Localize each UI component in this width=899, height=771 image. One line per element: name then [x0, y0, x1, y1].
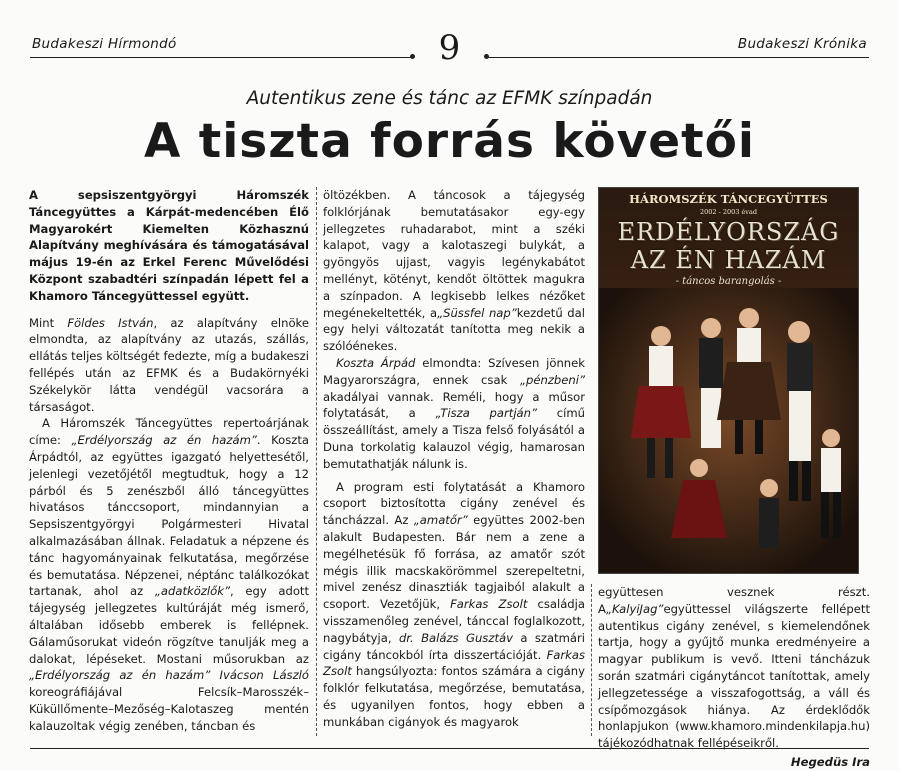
paragraph-4: A program esti folytatását a Khamoro csoport biztosította cigány zenével és táncházzal. Az „amatőr” együttes 2002-ben alakult Budapesten. Bár nem a zene a megélhetésük fő forrása, az amatőr szót mégis illik macskakörömmel szerepeltetni, mivel zenész dinasztiák tagjaiból alakult a csoport. Vezetőjük, Farkas Zsolt családja visszamenőleg zenével, tánccal foglalkozott, nagybátyja, dr. Balázs Gusztáv a szatmári cigány táncokból írta disszertációját. Farkas Zsolt hangsúlyozta: fontos számára a cigány folklór felkutatása, megőrzése, bemutatása, és ugyanilyen fontos, hogy ebben a munkában cigányok és magyarok: [323, 479, 585, 729]
column-3: [598, 584, 870, 771]
article-lead: A sepsiszentgyörgyi Háromszék Táncegyüttes a Kárpát-medencében Élő Magyarokért Kiemelten Közhasznú Alapítvány meghívására és támogatásával május 19-én az Erkel Ferenc Művelődési Központ szabadtéri színpadán lépett fel a Khamoro Táncegyüttessel együtt.: [29, 188, 309, 303]
poster-title-line2: AZ ÉN HAZÁM: [630, 246, 827, 274]
column-divider: [591, 584, 592, 736]
poster-ensemble: HÁROMSZÉK TÁNCEGYÜTTES: [629, 192, 828, 206]
page-header: [30, 30, 869, 70]
author-signature: Hegedüs Ira: [790, 754, 870, 769]
paragraph-2: A Háromszék Táncegyüttes repertoárjának címe: „Erdélyország az én hazám”. Koszta Árpádtól, az együttes igazgató helyettesétől, jelenlegi vezetőjétől megtudtuk, hogy a 12 párból és 5 zenészből álló táncegyüttes hivatásos tánccsoport, mindannyian a Sepsiszentgyörgyi Polgármesteri Hivatal alkalmazásában állnak. Feladatuk a népzene és tánc hagyományainak felkutatása, megőrzése és bemutatása. Népzenei, néptánc találkozókat tartanak, ahol az „adatközlők”, egy adott tájegység jellegzetes kultúráját még ismerő, általában idősebb emberek is fellépnek. Gálaműsorukat videón rögzítve tanulják meg a dalokat, lépéseket. Mostani műsorukban az „Erdélyország az én hazám” Ivácson László koreográfiájával Felcsík–Marosszék–Küküllőmente–Mezőség–Kalotaszeg mentén kalauzoltak végig zenében, táncban és: [29, 416, 310, 733]
footer-rule: [30, 748, 869, 749]
poster-image: [598, 187, 859, 574]
dancers-illustration: [599, 288, 858, 573]
poster-title-line1: ERDÉLYORSZÁG: [617, 218, 840, 246]
header-section: Budakeszi Krónika: [737, 36, 867, 52]
header-publication: Budakeszi Hírmondó: [32, 36, 177, 52]
article-subtitle: Autentikus zene és tánc az EFMK színpadán: [246, 88, 653, 109]
paragraph-2-cont: öltözékben. A táncosok a tájegység folklórjának bemutatásakor egy-egy jellegzetes ruhadarabot, mint a széki kalapot, vagy a kalotaszegi bulykát, a gyöngyös ujjast, vagyis legénykabátot mellényt, kötényt, kendőt öltöttek magukra a színpadon. A legkisebb lelkes nézőket megénekeltették, a„Süssfel nap”kezdetű dal egy helyi változatát tanította meg nekik a szólóénekes.: [323, 188, 585, 354]
header-rule-right: [487, 57, 869, 58]
page-number: 9: [438, 28, 461, 68]
poster-season: 2002 - 2003 évad: [699, 208, 758, 216]
paragraph-4-cont: együttesen vesznek részt. A„KalyiJag”együttessel világszerte fellépett autentikus cigány zenével, s kiemelendőnek tartja, hogy a gyűjtő munka eredményeire a magyar publikum is vevő. Itteni táncházuk során szatmári cigánytáncot tanítottak, amely jellegzetessége a visszafogottság, a váll és csípőmozgások hiánya. Az érdeklődők honlapjukon (www.khamoro.mindenkilapja.hu) tájékozódhatnak fellépéseikről.: [598, 585, 870, 751]
column-1: [29, 187, 309, 735]
poster-subtitle: - táncos barangolás -: [675, 276, 782, 287]
article-title: A tiszta forrás követői: [143, 114, 755, 169]
column-divider: [316, 187, 317, 736]
person-name: Földes István: [67, 315, 154, 330]
paragraph-1: Mint Földes István, az alapítvány elnöke elmondta, az alapítvány az utazás, szállás, ellátás teljes költségét fedezte, míg a budakeszi fellépés után az EFMK és a Budakörnyéki Székelykör látta vendégül vacsorára a társaságot.: [29, 315, 309, 414]
paragraph-3: Koszta Árpád elmondta: Szívesen jönnek Magyarországra, ennek csak „pénzbeni” akadályai vannak. Reméli, hogy a műsor folytatását, a „Tisza partján” című összeállítást, amely a Tisza felső folyásától a Duna torkolatig kalauzol végig, hamarosan bemutathatják nálunk is.: [323, 355, 585, 471]
column-2: [323, 187, 585, 731]
